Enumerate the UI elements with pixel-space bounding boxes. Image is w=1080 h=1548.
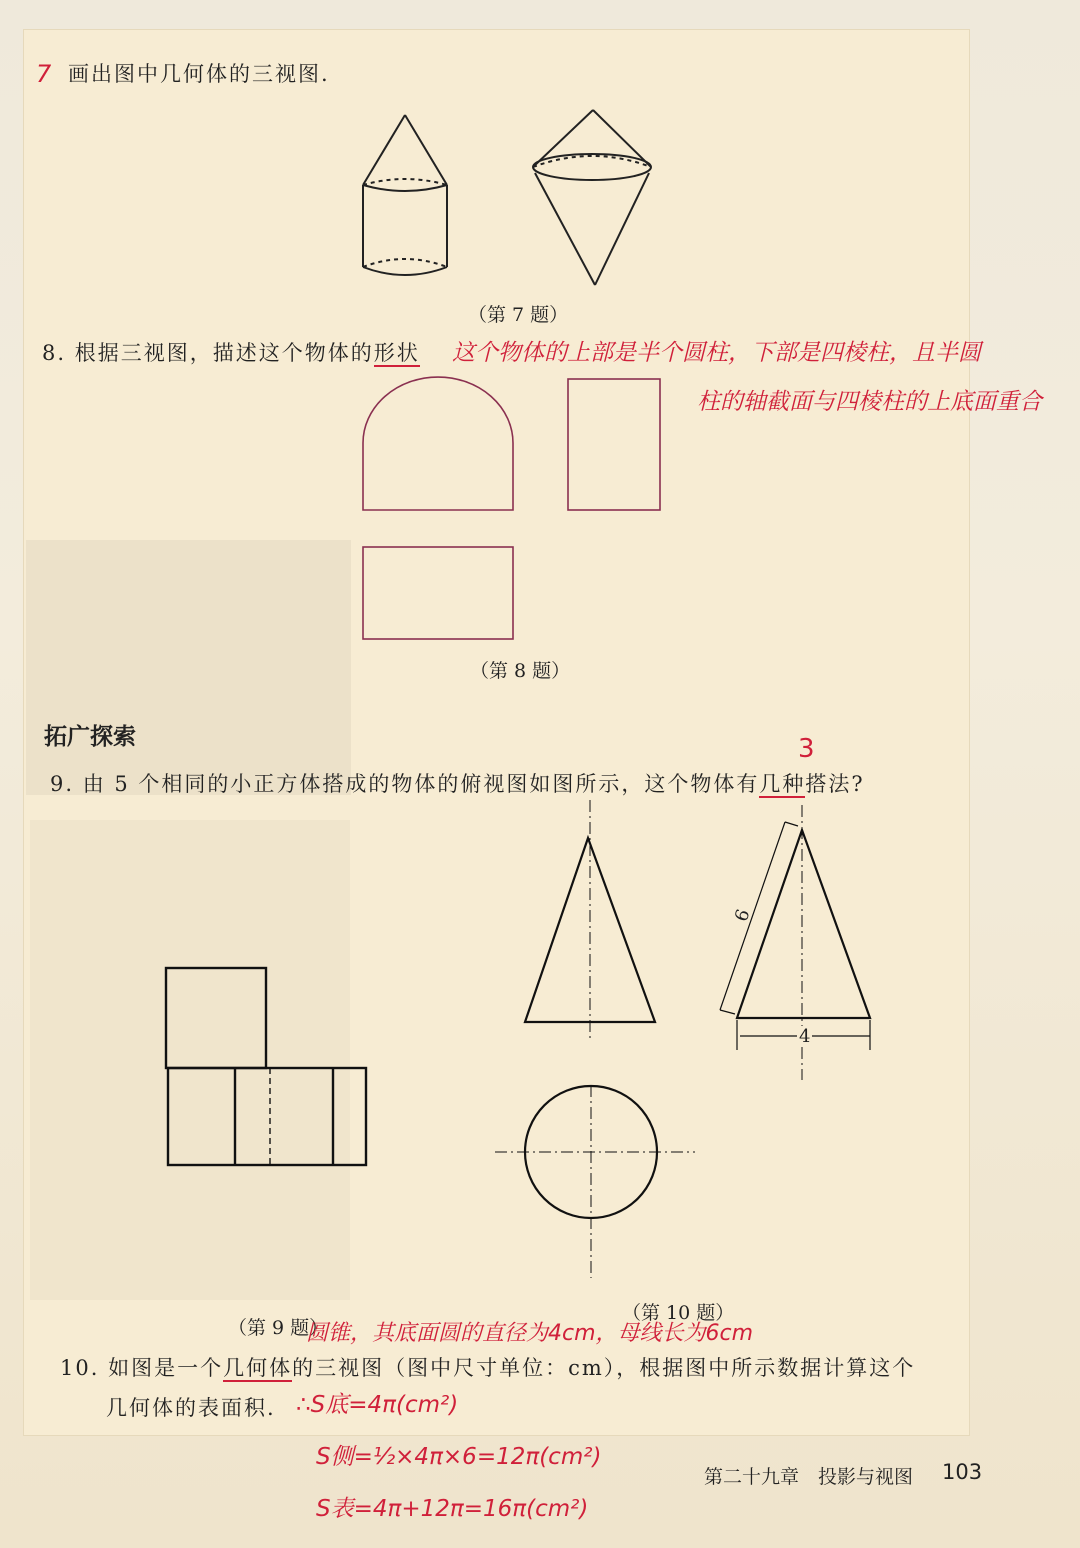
q7-caption: （第 7 题） (468, 304, 569, 326)
q10-dim-base: 4 (799, 1026, 811, 1047)
q9-text-key: 几种 (759, 772, 806, 796)
q10-text-line1-key: 几何体 (223, 1356, 293, 1380)
footer-page-number: 103 (942, 1460, 983, 1484)
q10-text-line1-a: 10. 如图是一个 (60, 1356, 224, 1380)
q10-dim-slant: 6 (730, 906, 755, 925)
q9-text (50, 768, 865, 798)
q8-answer-line2: 柱的轴截面与四棱柱的上底面重合 (697, 389, 1042, 415)
q9-caption: （第 9 题） (228, 1317, 329, 1339)
q10-three-view-figure (495, 800, 875, 1280)
q10-caption: （第 10 题） (622, 1302, 735, 1324)
q9-answer: 3 (798, 734, 815, 764)
q9-top-view-figure (163, 965, 373, 1170)
q8-text (42, 337, 420, 367)
bleed-through-block (26, 540, 351, 795)
q9-text-before: 9. 由 5 个相同的小正方体搭成的物体的俯视图如图所示，这个物体有 (50, 772, 760, 796)
q8-caption: （第 8 题） (470, 660, 571, 682)
footer-chapter: 第二十九章 投影与视图 (704, 1466, 914, 1488)
q8-answer-line1: 这个物体的上部是半个圆柱，下部是四棱柱，且半圆 (452, 340, 981, 366)
q10-text-line1-b: 的三视图（图中尺寸单位：cm），根据图中所示数据计算这个 (292, 1356, 916, 1380)
q10-work-line1: ∴S底=4π(cm²) (296, 1392, 459, 1418)
q10-text-line1 (60, 1352, 915, 1382)
section-title: 拓广探索 (44, 724, 136, 750)
q7-text: 画出图中几何体的三视图. (68, 62, 330, 86)
q8-figure (358, 373, 678, 648)
q10-text-line2: 几何体的表面积. (106, 1396, 276, 1420)
q7-figure (355, 105, 685, 295)
q10-work-line2: S侧=½×4π×6=12π(cm²) (316, 1444, 602, 1470)
q9-text-after: 搭法? (805, 772, 865, 796)
q10-work-line3: S表=4π+12π=16π(cm²) (316, 1496, 589, 1522)
q8-text-before: 8. 根据三视图，描述这个物体的 (42, 341, 374, 365)
q10-note: 圆锥，其底面圆的直径为4cm，母线长为6cm (306, 1321, 754, 1346)
q7-check-mark: 7 (36, 60, 52, 88)
q8-text-key: 形状 (373, 341, 420, 365)
